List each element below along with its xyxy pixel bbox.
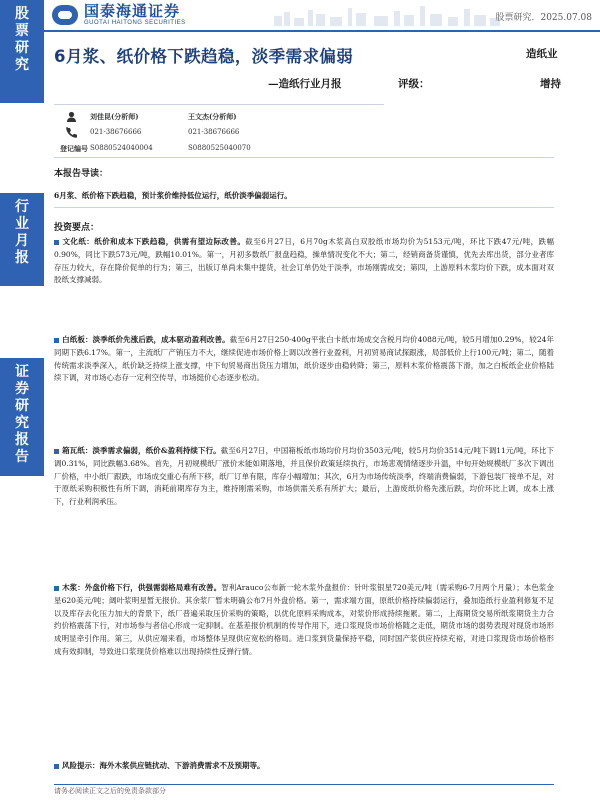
point-text: 截至6月27日250-400g平张白卡纸市场成交含税月均价4088元/吨，较5月增加0.29%，较24年同期下跌6.17%。第一，主流纸厂产销压力不大，继续促进市场价格上调以改善行业盈利，月初贸易商试探跟涨，局部低价上行100元/吨；第二，随着传统需求淡季深入，纸价缺乏持续上涨支撑，中下旬贸易商出货压力增加，纸价逐步由稳转降；第三，原料木浆价格震荡下滑，加之白板纸企业价格陆续下调，对市场心态存一定利空传导，市场挺价心态逐步松动。 xyxy=(54,335,554,383)
logo-mark-icon xyxy=(52,5,78,25)
point-lead: 白纸板：淡季纸价先涨后跌，成本驱动盈利改善。 xyxy=(62,335,230,344)
point-woodpulp xyxy=(54,582,554,659)
analyst-registration: S0880525040070 xyxy=(188,144,251,152)
logo-name-en: GUOTAI HAITONG SECURITIES xyxy=(84,20,186,26)
point-lead: 文化纸：纸价和成本下跌趋稳，供需有望边际改善。 xyxy=(62,237,246,246)
point-paper xyxy=(54,236,554,287)
registration-label: 登记编号 xyxy=(60,144,88,153)
analyst-phone: 021-38676666 xyxy=(188,128,240,136)
point-text: 截至6月27日，中国箱板纸市场均价月均价3503元/吨，较5月均价3514元/吨下调11元/吨，环比下调0.31%，同比跌幅3.68%。首先，月初规模纸厂涨价未能如期落地，并且保价政策延续执行，市场悲观情绪逐步升温，中旬开始规模纸厂多次下调出厂价格，中小纸厂跟跌，市场成交重心有所下移，纸厂订单有限，库存小幅增加；其次，6月为市场传统淡季，终端消费偏弱，下游包装厂接单不足，对于原纸采购积极性有所下调，消耗前期库存为主，维持刚需采购，市场供需关系有所扩大；最后，上游废纸价格先涨后跌，均价环比上调，成本上涨下，行业利润承压。 xyxy=(54,446,554,507)
footer-divider xyxy=(54,784,554,785)
sidebar-char: 报 xyxy=(15,250,29,266)
points-heading: 投资要点： xyxy=(54,223,100,233)
point-lead: 箱瓦纸：淡季需求偏弱，纸价&盈利持续下行。 xyxy=(62,446,221,455)
bullet-square-icon xyxy=(54,586,59,591)
analyst-phone: 021-38676666 xyxy=(90,128,142,136)
bullet-square-icon xyxy=(54,764,59,769)
sidebar-stock-research xyxy=(0,0,44,103)
sidebar-char: 券 xyxy=(15,381,29,397)
phone-icon xyxy=(66,127,77,138)
bullet-square-icon xyxy=(54,240,59,245)
logo-name-cn: 国泰海通证券 xyxy=(84,3,181,20)
point-whiteboard xyxy=(54,334,554,385)
footer-disclaimer: 请务必阅读正文之后的免责条款部分 xyxy=(54,787,166,795)
city-skyline-icon xyxy=(264,2,504,26)
sidebar-char: 行 xyxy=(15,199,29,215)
header-date: 股票研究．2025.07.08 xyxy=(495,13,592,23)
sidebar-char: 月 xyxy=(15,233,29,249)
sidebar-char: 究 xyxy=(15,57,29,73)
sidebar-char: 报 xyxy=(15,432,29,448)
report-title: 6月浆、纸价格下跌趋稳，淡季需求偏弱 xyxy=(54,47,354,66)
bullet-square-icon xyxy=(54,338,59,343)
sidebar-char: 研 xyxy=(15,40,29,56)
page-header xyxy=(44,0,600,30)
point-lead: 木浆：外盘价格下行，供强需弱格局难有改善。 xyxy=(62,583,222,592)
sidebar-char: 究 xyxy=(15,415,29,431)
analyst-top-divider xyxy=(54,104,384,105)
company-logo xyxy=(52,4,186,26)
point-text: 智利Arauco公布新一轮木浆外盘报价：针叶浆银星720美元/吨（需采购6-7月两个月量）；本色浆金星620美元/吨；阔叶浆明星暂无报价。其余浆厂暂未明确公布7月外盘价格。第一，需求端方面，原纸价格持续偏弱运行，叠加造纸行业盈利修复不足以及库存去化压力加大的背景下，纸厂普遍采取压价采购的策略，以优化原料采购成本，对浆价形成持续拖累。第二，上海期货交易所纸浆期货主力合约价格震荡下行，对市场参与者信心形成一定抑制。在基差报价机制的传导作用下，进口浆现货市场价格随之走低，期货市场的弱势表现对现货市场形成明显牵引作用。第三，从供应端来看，市场整体呈现供应宽松的格局。进口浆到货量保持平稳，同时国产浆供应持续充裕，对进口浆现货市场价格形成有效抑制，导致进口浆现货价格难以出现持续性反弹行情。 xyxy=(54,583,555,656)
rating-label: 评级： xyxy=(398,78,430,90)
point-boxboard xyxy=(54,445,554,509)
person-icon xyxy=(66,111,77,122)
header-divider xyxy=(44,30,600,32)
sidebar-char: 研 xyxy=(15,398,29,414)
sidebar-char: 业 xyxy=(15,216,29,232)
bullet-square-icon xyxy=(54,449,59,454)
guide-heading: 本报告导读： xyxy=(54,169,109,179)
report-subtitle: —造纸行业月报 xyxy=(268,78,342,90)
rating-value: 增持 xyxy=(540,78,561,90)
point-lead: 风险提示：海外木浆供应链扰动、下游消费需求不及预期等。 xyxy=(62,761,265,770)
sidebar-char: 证 xyxy=(15,364,29,380)
analyst-name: 王文杰(分析师) xyxy=(188,112,237,121)
guide-text: 6月浆、纸价格下跌趋稳，预计浆价维持低位运行，纸价淡季偏弱运行。 xyxy=(54,191,292,200)
sidebar-char: 票 xyxy=(15,23,29,39)
analyst-bottom-divider xyxy=(54,157,554,158)
analyst-registration: S0880524040004 xyxy=(90,144,153,152)
sidebar-industry-monthly xyxy=(0,193,44,286)
sidebar-char: 告 xyxy=(15,449,29,465)
sidebar xyxy=(0,0,44,800)
point-risk xyxy=(54,760,554,773)
point-text: 截至6月27日，6月70g木浆高白双胶纸市场均价为5153元/吨，环比下跌47元/吨，跌幅0.90%，同比下跌573元/吨，跌幅10.01%。第一，月初多数纸厂报盘趋稳，操单情况变化不大；第二，经销商备货谨慎，优先去库出货，部分业者库存压力较大，存在降价促单的行为；第三，出版订单尚未集中提货，社会订单仍处于淡季，市场刚需成交；第四，上游原料木浆均价下跌，成本面对双胶纸支撑减弱。 xyxy=(54,237,554,285)
industry-name: 造纸业 xyxy=(526,48,558,60)
analyst-name: 刘佳昆(分析师) xyxy=(90,112,139,121)
sidebar-securities-report xyxy=(0,358,44,476)
guide-divider xyxy=(54,207,554,208)
sidebar-char: 股 xyxy=(15,6,29,22)
